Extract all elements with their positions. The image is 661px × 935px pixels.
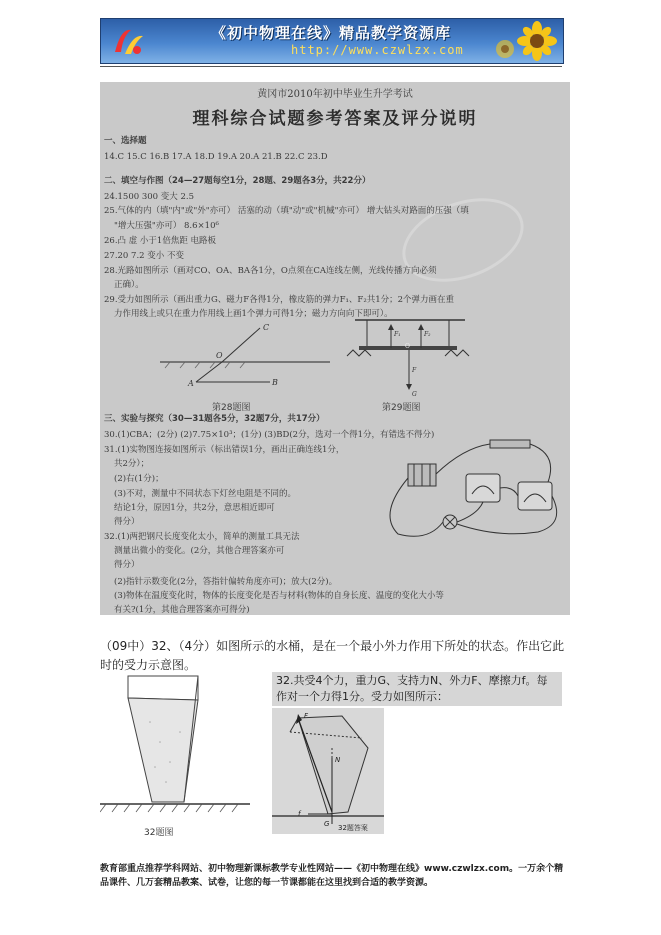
answer-line: 14.C 15.C 16.B 17.A 18.D 19.A 20.A 21.B 22.C 23.D	[104, 152, 328, 162]
bucket-figure	[100, 672, 250, 842]
answer-line: 27.20 7.2 变小 不变	[104, 251, 184, 261]
exam-line: 黄冈市2010年初中毕业生升学考试	[257, 89, 413, 100]
header-rule	[100, 66, 562, 67]
svg-text:G: G	[324, 820, 330, 828]
section-heading: 一、选择题	[104, 136, 147, 146]
svg-text:F: F	[304, 712, 309, 720]
question-32-text: （09中）32、（4分）如图所示的水桶，是在一个最小外力作用下所处的状态。作出它此时的受力示意图。	[100, 639, 565, 672]
answer-line: 28.光路如图所示（画对CO、OA、BA各1分，O点须在CA连线左侧，光线传播方向必须	[104, 266, 437, 276]
answer-line: 测量出微小的变化。(2分，其他合理答案亦可	[114, 546, 285, 556]
answer-line: 30.(1)CBA；(2分) (2)7.75×10³；(1分) (3)BD(2分，选对一个得1分，有错选不得分)	[104, 430, 435, 440]
answer-line: 26.凸 虚 小于1倍焦距 电路板	[104, 236, 217, 246]
header-banner	[100, 18, 564, 64]
svg-text:B: B	[272, 378, 278, 387]
answer-line: (3)不对，测量中不同状态下灯丝电阻是不同的。	[114, 489, 297, 499]
fig28-light-path-diagram	[160, 320, 330, 402]
answer-32-caption: 32题答案	[338, 824, 368, 832]
site-logo-icon	[111, 24, 147, 58]
fig28-caption: 第28题图	[212, 403, 251, 413]
answer-line: 得分）	[114, 517, 140, 527]
watermark-seal	[391, 183, 535, 298]
answer-32-force-diagram	[272, 708, 384, 834]
section-heading: 二、填空与作图（24—27题每空1分，28题、29题各3分，共22分）	[104, 176, 371, 186]
svg-text:G: G	[412, 391, 417, 398]
svg-text:f: f	[298, 810, 301, 818]
answer-line: "增大压强"亦可） 8.6×10⁶	[114, 221, 219, 231]
answer-line: (2)右(1分)；	[114, 474, 164, 484]
answer-line: 结论1分，原因1分，共2分，意思相近即可	[114, 503, 275, 513]
svg-text:O: O	[405, 343, 410, 350]
answer-line: 31.(1)实物图连接如图所示（标出错误1分，画出正确连线1分，	[104, 445, 345, 455]
answer-line: 力作用线上或只在重力作用线上画1个弹力可得1分；磁力方向向下即可）。	[114, 309, 393, 319]
svg-text:N: N	[335, 756, 341, 764]
answer-line: 24.1500 300 变大 2.5	[104, 192, 194, 202]
answer-line: (3)物体在温度变化时，物体的长度变化是否与材料(物体的自身长度、温度的变化大小等	[114, 591, 444, 601]
svg-text:A: A	[188, 379, 194, 388]
answer-line: (2)指针示数变化(2分，答指针偏转角度亦可)；放大(2分)。	[114, 577, 338, 587]
svg-text:F₂: F₂	[424, 331, 431, 338]
section-heading: 三、实验与探究（30—31题各5分，32题7分，共17分）	[104, 414, 325, 424]
site-url[interactable]: http://www.czwlzx.com	[291, 43, 464, 57]
scanned-answer-sheet	[100, 82, 570, 615]
fig32-caption: 32题图	[144, 828, 174, 838]
answer-32-text: 32.共受4个力，重力G、支持力N、外力F、摩擦力f。每作对一个力得1分。受力如图所示：	[272, 672, 562, 706]
answer-line: 正确）。	[114, 280, 144, 290]
svg-text:F₁: F₁	[394, 331, 401, 338]
svg-text:C: C	[263, 323, 270, 332]
footer-promo: 教育部重点推荐学科网站、初中物理新课标教学专业性网站——《初中物理在线》www.czwlzx.com。一万余个精品课件、几万套精品教案、试卷，让您的每一节课都能在这里找到合适的教学资源。	[100, 864, 564, 888]
answer-line: 共2分）；	[114, 459, 150, 469]
answer-line: 29.受力如图所示（画出重力G、磁力F各得1分，橡皮筋的弹力F₁、F₂共1分；2个弹力画在重	[104, 295, 455, 305]
circuit-diagram	[368, 434, 566, 544]
site-title: 《初中物理在线》精品教学资源库	[211, 24, 452, 42]
answer-title: 理科综合试题参考答案及评分说明	[192, 109, 478, 129]
answer-line: 25.气体的内（填"内"或"外"亦可） 活塞的动（填"动"或"机械"亦可） 增大钻头对路面的压强（填	[104, 206, 469, 216]
answer-line: 得分）	[114, 560, 140, 570]
svg-text:O: O	[216, 351, 223, 360]
answer-line: 有关?(1分，其他合理答案亦可得分)	[114, 605, 250, 615]
fig29-caption: 第29题图	[382, 403, 421, 413]
fig29-force-diagram	[345, 316, 475, 402]
answer-32-block	[272, 672, 562, 834]
svg-text:F: F	[412, 367, 417, 374]
sunflower-icon	[487, 21, 557, 61]
answer-line: 32.(1)两把钢尺长度变化太小，简单的测量工具无法	[104, 532, 300, 542]
